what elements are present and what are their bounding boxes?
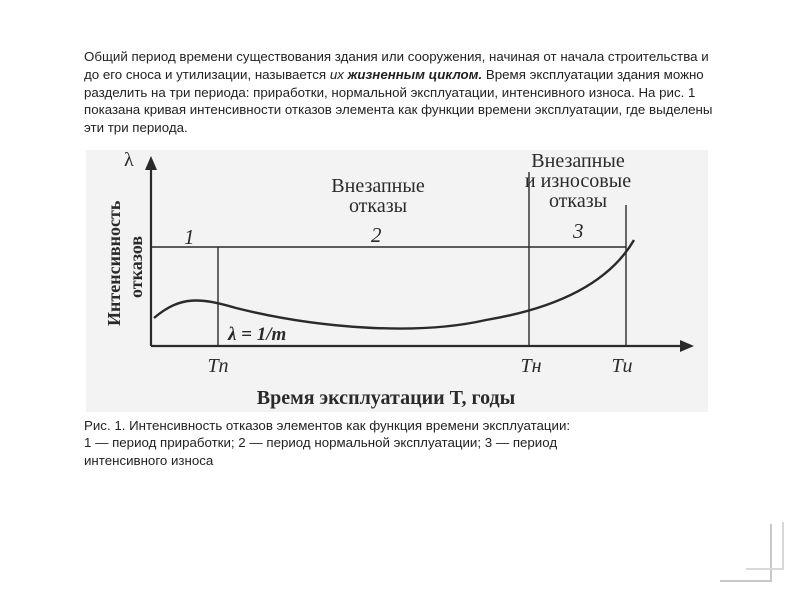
intro-bold-term: жизненным циклом.	[347, 66, 483, 82]
failure-rate-figure	[86, 150, 708, 412]
caption-line-1: Рис. 1. Интенсивность отказов элементов как функция времени эксплуатации:	[84, 418, 571, 433]
figure-caption	[84, 417, 704, 469]
intro-text-start: Общий период времени существования здания или сооружения, начиная от начала строительства и до его сноса и утилизации, называется	[84, 49, 709, 82]
wear-failures-label-line2: и износовые	[524, 170, 632, 192]
wear-failures-label-line1: Внезапные	[531, 150, 625, 172]
sudden-failures-label-line1: Внезапные	[331, 175, 425, 197]
period-1-label: 1	[184, 225, 195, 249]
decorative-corner-frame-inner	[746, 522, 784, 570]
x-axis-label: Время эксплуатации T, годы	[256, 387, 516, 409]
y-axis-arrow-icon	[145, 156, 157, 170]
period-3-label: 3	[573, 219, 584, 243]
tick-tp-label: Tп	[207, 355, 229, 377]
sudden-failures-label-line2: отказы	[348, 195, 408, 217]
caption-line-3: интенсивного износа	[84, 452, 214, 468]
y-axis-label-line2: отказов	[126, 235, 146, 298]
y-axis-symbol: λ	[124, 150, 134, 171]
curve-formula-label: λ = 1/m	[228, 324, 287, 345]
tick-tn-label: Tн	[520, 355, 542, 377]
intro-paragraph	[84, 48, 724, 137]
x-axis-arrow-icon	[680, 340, 694, 352]
wear-failures-label-line3: отказы	[548, 190, 608, 212]
tick-ti-label: Tи	[611, 355, 633, 377]
y-axis-label-line1: Интенсивность	[104, 200, 124, 326]
intro-italic-word: их	[329, 66, 344, 82]
caption-line-2: 1 — период приработки; 2 — период нормальной эксплуатации; 3 — период	[84, 435, 558, 451]
intro-text-end: Время эксплуатации здания можно разделить на три периода: приработки, нормальной эксплуатации, интенсивного износа. На рис. 1 показана кривая интенсивности отказов элемента как функции времени эксплуатации, где выделены эти три периода.	[84, 66, 713, 136]
period-2-label: 2	[371, 223, 382, 247]
failure-rate-curve	[154, 240, 634, 329]
failure-rate-chart	[86, 150, 708, 412]
